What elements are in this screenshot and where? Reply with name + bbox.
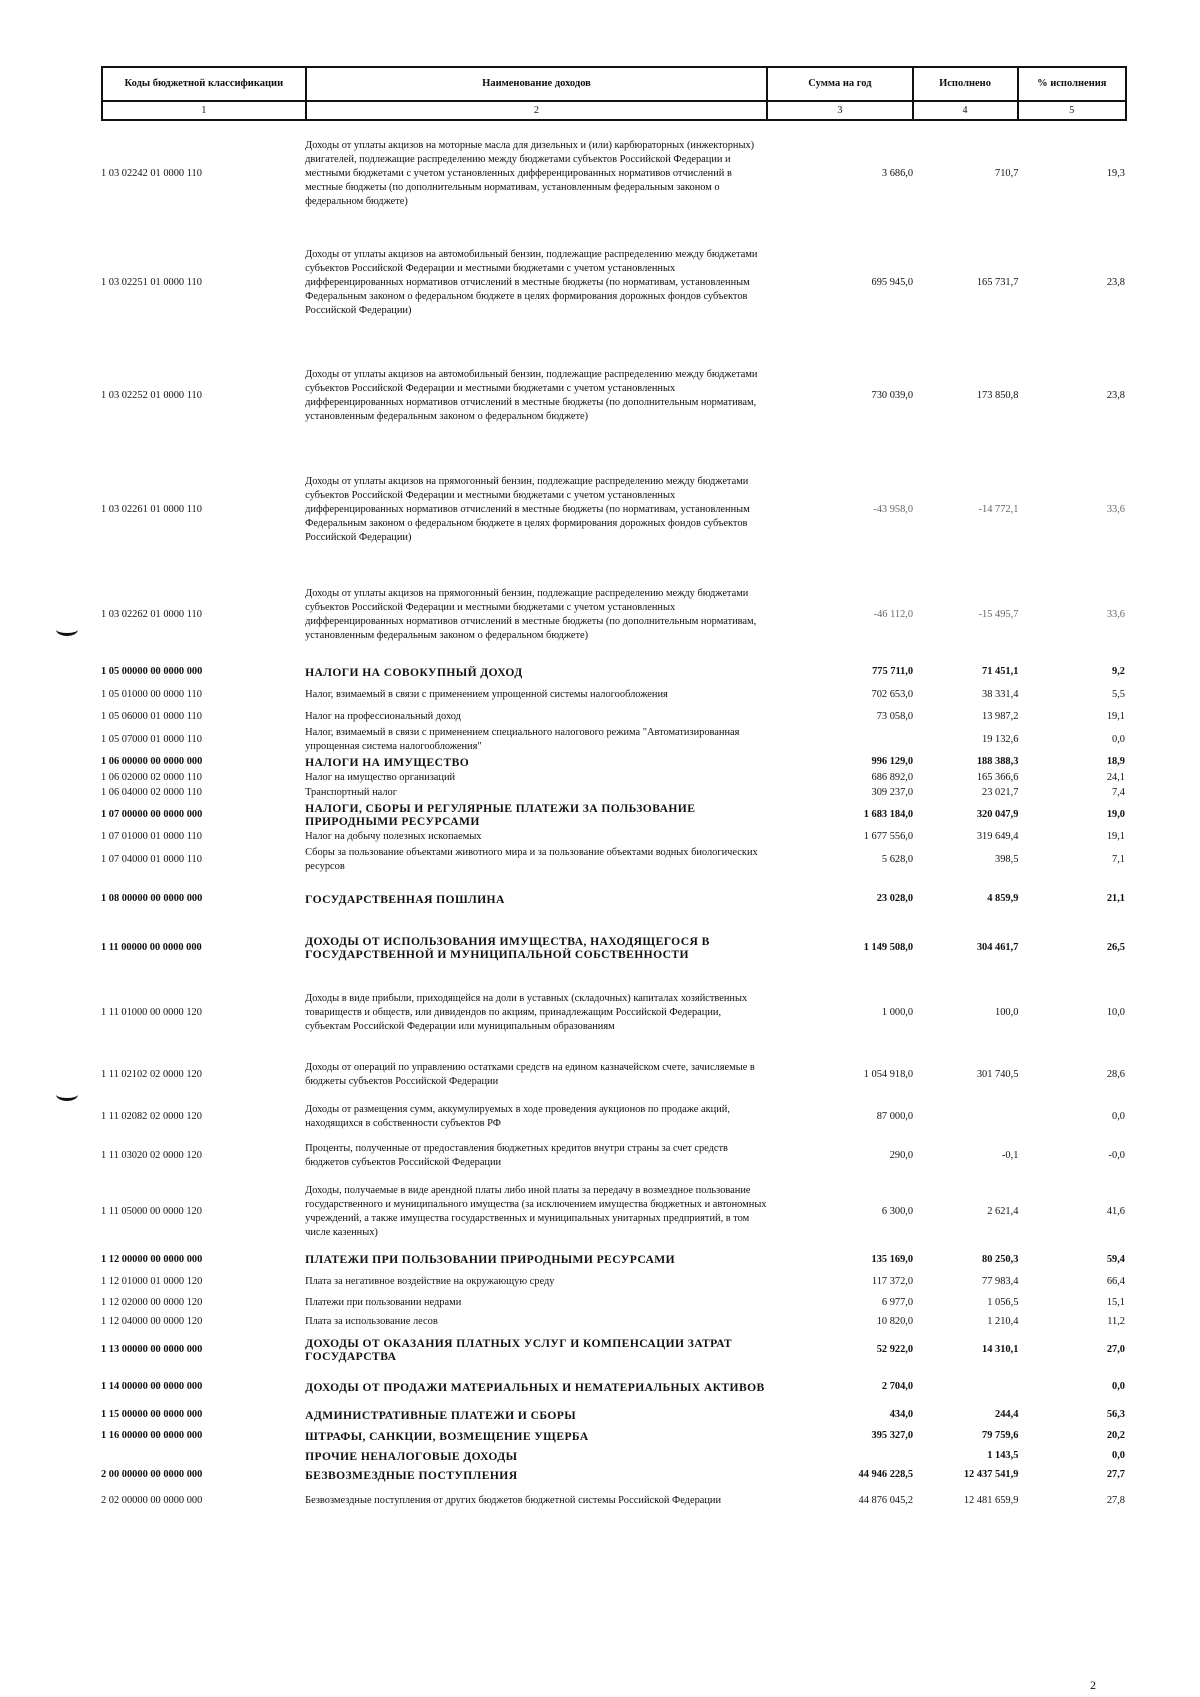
budget-code: 1 03 02242 01 0000 110 — [101, 168, 202, 179]
executed-amount: -0,1 — [1001, 1150, 1019, 1161]
annual-plan: 1 683 184,0 — [863, 808, 914, 820]
executed-amount: 1 056,5 — [987, 1297, 1019, 1308]
table-row — [101, 1425, 1127, 1447]
execution-percent: 5,5 — [1112, 688, 1125, 700]
execution-percent: 19,0 — [1106, 808, 1125, 820]
header-plan: Сумма на год — [767, 67, 912, 101]
table-row — [101, 1313, 1127, 1331]
revenue-name: Доходы, получаемые в виде арендной платы либо иной платы за передачу в возмездное пользование государственного и муниципального имущества (за исключением имущества бюджетных и автономных учреждений, а также имущества государственных и муниципальных унитарных предприятий, в том числе казенных) — [305, 1185, 767, 1238]
table-row — [101, 1465, 1127, 1485]
execution-percent: 59,4 — [1106, 1253, 1125, 1265]
execution-percent: 20,2 — [1106, 1430, 1125, 1441]
execution-percent: 18,9 — [1106, 756, 1125, 767]
revenue-name: Налог, взимаемый в связи с применением упрощенной системы налогообложения — [305, 688, 668, 700]
scan-mark — [56, 1088, 78, 1101]
table-row — [101, 770, 1127, 785]
header-num-2: 2 — [306, 101, 768, 120]
revenue-name: АДМИНИСТРАТИВНЫЕ ПЛАТЕЖИ И СБОРЫ — [305, 1408, 577, 1422]
table-header — [101, 66, 1127, 121]
annual-plan: -46 112,0 — [873, 609, 914, 620]
execution-percent: 33,6 — [1106, 504, 1125, 515]
execution-percent: 23,8 — [1106, 390, 1125, 401]
budget-code: 1 06 02000 02 0000 110 — [101, 771, 202, 783]
annual-plan: 1 000,0 — [881, 1006, 914, 1018]
execution-percent: 15,1 — [1106, 1297, 1125, 1308]
executed-amount: 165 366,6 — [976, 771, 1019, 783]
annual-plan: 434,0 — [889, 1409, 914, 1420]
table-row — [101, 453, 1127, 567]
table-row — [101, 663, 1127, 681]
executed-amount: 710,7 — [995, 168, 1019, 179]
table-row — [101, 1293, 1127, 1313]
budget-code: 1 14 00000 00 0000 000 — [101, 1381, 203, 1392]
table-row — [101, 1405, 1127, 1425]
annual-plan: 117 372,0 — [871, 1276, 914, 1287]
table-row — [101, 1097, 1127, 1136]
revenue-name: Доходы от уплаты акцизов на моторные масла для дизельных и (или) карбюраторных (инжекторных) двигателей, подлежащие распределению между бюджетами субъектов Российской Федерации и местными бюджетами с учетом установленных дифференцированных нормативов отчислений в местные бюджеты (по дополнительным нормативам, установленным федеральным законом о федеральном бюджете) — [305, 140, 755, 207]
budget-revenue-sheet — [101, 66, 1127, 1517]
annual-plan: -43 958,0 — [873, 504, 914, 515]
table-row — [101, 829, 1127, 845]
revenue-name: Налог на профессиональный доход — [305, 711, 461, 722]
annual-plan: 695 945,0 — [871, 277, 914, 288]
revenue-name: Безвозмездные поступления от других бюджетов бюджетной системы Российской Федерации — [305, 1495, 722, 1506]
table-row — [101, 1447, 1127, 1465]
revenue-name: ДОХОДЫ ОТ ОКАЗАНИЯ ПЛАТНЫХ УСЛУГ И КОМПЕНСАЦИИ ЗАТРАТ ГОСУДАРСТВА — [305, 1337, 733, 1363]
revenue-name: ГОСУДАРСТВЕННАЯ ПОШЛИНА — [305, 892, 505, 906]
annual-plan — [768, 726, 913, 754]
budget-code: 1 16 00000 00 0000 000 — [101, 1430, 203, 1441]
revenue-name: Доходы от размещения сумм, аккумулируемых в ходе проведения аукционов по продаже акций, находящихся в собственности субъектов РФ — [305, 1103, 730, 1129]
table-row — [101, 121, 1127, 227]
revenue-name: НАЛОГИ НА ИМУЩЕСТВО — [305, 755, 470, 769]
executed-amount: 100,0 — [995, 1006, 1019, 1018]
execution-percent: 27,8 — [1106, 1495, 1125, 1506]
executed-amount: 398,5 — [995, 854, 1019, 865]
budget-code — [101, 1447, 305, 1465]
annual-plan: 87 000,0 — [876, 1110, 914, 1122]
budget-code: 1 06 00000 00 0000 000 — [101, 756, 203, 767]
executed-amount: 188 388,3 — [976, 756, 1019, 767]
revenue-name: ПЛАТЕЖИ ПРИ ПОЛЬЗОВАНИИ ПРИРОДНЫМИ РЕСУРСАМИ — [305, 1253, 676, 1266]
execution-percent: 0,0 — [1112, 734, 1125, 745]
executed-amount: 19 132,6 — [982, 734, 1019, 745]
executed-amount: 77 983,4 — [982, 1276, 1019, 1287]
header-num-1: 1 — [102, 101, 306, 120]
budget-code: 1 11 02082 02 0000 120 — [101, 1110, 202, 1122]
revenue-name: Доходы от уплаты акцизов на автомобильный бензин, подлежащие распределению между бюджетами субъектов Российской Федерации и местными бюджетами с учетом установленных дифференцированных нормативов отчислений в местные бюджеты (по дополнительным нормативам, установленным федеральным законом о федеральном бюджете) — [305, 369, 758, 422]
table-row — [101, 1485, 1127, 1517]
executed-amount: 4 859,9 — [987, 893, 1019, 904]
revenue-name: БЕЗВОЗМЕЗДНЫЕ ПОСТУПЛЕНИЯ — [305, 1468, 518, 1482]
annual-plan: 1 054 918,0 — [863, 1069, 914, 1080]
annual-plan: 1 677 556,0 — [863, 831, 914, 842]
annual-plan: 702 653,0 — [871, 688, 914, 700]
header-num-3: 3 — [767, 101, 912, 120]
table-row — [101, 923, 1127, 972]
revenue-name: Транспортный налог — [305, 786, 398, 798]
annual-plan: 10 820,0 — [876, 1316, 914, 1327]
budget-code: 1 03 02251 01 0000 110 — [101, 277, 202, 288]
executed-amount: 71 451,1 — [982, 666, 1019, 677]
annual-plan: 6 300,0 — [881, 1206, 914, 1217]
annual-plan: 290,0 — [889, 1150, 914, 1161]
executed-amount: 301 740,5 — [976, 1069, 1019, 1080]
header-percent: % исполнения — [1018, 67, 1126, 101]
budget-code: 1 05 07000 01 0000 110 — [101, 734, 202, 745]
budget-code: 1 07 04000 01 0000 110 — [101, 854, 202, 865]
annual-plan: 996 129,0 — [871, 756, 914, 767]
revenue-name: Платежи при пользовании недрами — [305, 1297, 462, 1308]
revenue-name: Доходы в виде прибыли, приходящейся на доли в уставных (складочных) капиталах хозяйственных товариществ и обществ, или дивидендов по акциям, принадлежащим Российской Федерации, субъектам Российской Федерации или муниципальным образованиям — [305, 992, 748, 1032]
execution-percent: 28,6 — [1106, 1069, 1125, 1080]
table-row — [101, 1248, 1127, 1271]
budget-code: 1 08 00000 00 0000 000 — [101, 893, 203, 904]
execution-percent: 26,5 — [1106, 941, 1125, 953]
table-row — [101, 754, 1127, 770]
executed-amount: 38 331,4 — [982, 688, 1019, 700]
revenue-table — [101, 121, 1127, 1517]
executed-amount: 12 437 541,9 — [963, 1469, 1019, 1480]
annual-plan: 44 946 228,5 — [858, 1469, 914, 1480]
budget-code: 1 11 02102 02 0000 120 — [101, 1069, 202, 1080]
execution-percent: 21,1 — [1106, 893, 1125, 904]
header-num-5: 5 — [1018, 101, 1126, 120]
budget-code: 1 06 04000 02 0000 110 — [101, 786, 202, 798]
revenue-name: Доходы от уплаты акцизов на автомобильный бензин, подлежащие распределению между бюджетами субъектов Российской Федерации и местными бюджетами с учетом установленных дифференцированных нормативов отчислений в местные бюджеты (по нормативам, установленным Федеральным законом о федеральном бюджете в целях формирования дорожных фондов субъектов Российской Федерации) — [305, 249, 758, 316]
table-row — [101, 708, 1127, 726]
executed-amount: 80 250,3 — [982, 1253, 1019, 1265]
annual-plan: 6 977,0 — [881, 1297, 914, 1308]
revenue-name: Доходы от уплаты акцизов на прямогонный бензин, подлежащие распределению между бюджетами субъектов Российской Федерации и местными бюджетами с учетом установленных дифференцированных нормативов отчислений в местные бюджеты (по нормативам, установленным Федеральным законом о федеральном бюджете в целях формирования дорожных фондов субъектов Российской Федерации) — [305, 476, 750, 543]
executed-amount: -14 772,1 — [978, 504, 1019, 515]
execution-percent: 19,3 — [1106, 168, 1125, 179]
executed-amount: 304 461,7 — [976, 941, 1019, 953]
budget-code: 2 00 00000 00 0000 000 — [101, 1469, 203, 1480]
annual-plan: 686 892,0 — [871, 771, 914, 783]
revenue-name: Плата за негативное воздействие на окружающую среду — [305, 1276, 555, 1287]
executed-amount: 13 987,2 — [982, 711, 1019, 722]
execution-percent: 24,1 — [1106, 771, 1125, 783]
revenue-name: Доходы от уплаты акцизов на прямогонный бензин, подлежащие распределению между бюджетами субъектов Российской Федерации и местными бюджетами с учетом установленных дифференцированных нормативов отчислений в местные бюджеты (по дополнительным нормативам, установленным федеральным законом о федеральном бюджете) — [305, 588, 757, 641]
executed-amount: 165 731,7 — [976, 277, 1019, 288]
execution-percent: 66,4 — [1106, 1276, 1125, 1287]
executed-amount: 1 210,4 — [987, 1316, 1019, 1327]
budget-code: 1 03 02261 01 0000 110 — [101, 504, 202, 515]
table-row — [101, 726, 1127, 754]
revenue-name: ПРОЧИЕ НЕНАЛОГОВЫЕ ДОХОДЫ — [305, 1449, 518, 1463]
annual-plan: 23 028,0 — [876, 893, 914, 904]
execution-percent: 27,0 — [1106, 1344, 1125, 1355]
table-row — [101, 972, 1127, 1053]
budget-code: 1 03 02252 01 0000 110 — [101, 390, 202, 401]
execution-percent: 27,7 — [1106, 1469, 1125, 1480]
table-row — [101, 567, 1127, 663]
table-row — [101, 1053, 1127, 1097]
budget-code: 1 03 02262 01 0000 110 — [101, 609, 202, 620]
revenue-name: Сборы за пользование объектами животного мира и за пользование объектами водных биологических ресурсов — [305, 847, 758, 872]
executed-amount — [913, 1097, 1018, 1136]
annual-plan: 3 686,0 — [881, 168, 914, 179]
revenue-name: Доходы от операций по управлению остатками средств на едином казначейском счете, зачисляемые в бюджеты субъектов Российской Федерации — [305, 1062, 755, 1087]
budget-code: 1 13 00000 00 0000 000 — [101, 1344, 203, 1355]
annual-plan: 5 628,0 — [881, 854, 914, 865]
budget-code: 1 11 03020 02 0000 120 — [101, 1150, 202, 1161]
table-row — [101, 800, 1127, 829]
execution-percent: 0,0 — [1112, 1450, 1125, 1461]
annual-plan: 2 704,0 — [881, 1381, 914, 1392]
revenue-name: ШТРАФЫ, САНКЦИИ, ВОЗМЕЩЕНИЕ УЩЕРБА — [305, 1429, 589, 1443]
annual-plan: 730 039,0 — [871, 390, 914, 401]
annual-plan: 135 169,0 — [871, 1253, 914, 1265]
budget-code: 1 15 00000 00 0000 000 — [101, 1409, 203, 1420]
execution-percent: 11,2 — [1107, 1316, 1125, 1327]
table-row — [101, 227, 1127, 339]
budget-code: 2 02 00000 00 0000 000 — [101, 1495, 203, 1506]
header-codes: Коды бюджетной классификации — [102, 67, 306, 101]
budget-code: 1 11 01000 00 0000 120 — [101, 1006, 202, 1018]
budget-code: 1 07 01000 01 0000 110 — [101, 831, 202, 842]
budget-code: 1 12 01000 01 0000 120 — [101, 1276, 203, 1287]
execution-percent: 7,4 — [1112, 786, 1125, 798]
executed-amount: 173 850,8 — [976, 390, 1019, 401]
budget-code: 1 12 04000 00 0000 120 — [101, 1316, 203, 1327]
budget-code: 1 05 00000 00 0000 000 — [101, 666, 203, 677]
execution-percent: 10,0 — [1106, 1006, 1125, 1018]
revenue-name: ДОХОДЫ ОТ ПРОДАЖИ МАТЕРИАЛЬНЫХ И НЕМАТЕРИАЛЬНЫХ АКТИВОВ — [305, 1380, 765, 1394]
revenue-name: Проценты, полученные от предоставления бюджетных кредитов внутри страны за счет средств бюджетов субъектов Российской Федерации — [305, 1143, 728, 1168]
budget-code: 1 11 00000 00 0000 000 — [101, 941, 202, 953]
table-row — [101, 1369, 1127, 1405]
header-num-4: 4 — [913, 101, 1018, 120]
revenue-name: ДОХОДЫ ОТ ИСПОЛЬЗОВАНИЯ ИМУЩЕСТВА, НАХОДЯЩЕГОСЯ В ГОСУДАРСТВЕННОЙ И МУНИЦИПАЛЬНОЙ СОБСТВЕННОСТИ — [305, 934, 710, 961]
revenue-name: Плата за использование лесов — [305, 1316, 438, 1327]
execution-percent: 9,2 — [1112, 666, 1125, 677]
executed-amount: 2 621,4 — [987, 1206, 1019, 1217]
table-row — [101, 681, 1127, 708]
executed-amount: 23 021,7 — [982, 786, 1019, 798]
annual-plan: 309 237,0 — [871, 786, 914, 798]
table-row — [101, 339, 1127, 453]
execution-percent: 56,3 — [1106, 1409, 1125, 1420]
annual-plan — [768, 1447, 913, 1465]
executed-amount: 319 649,4 — [976, 831, 1019, 842]
executed-amount: 1 143,5 — [987, 1450, 1019, 1461]
executed-amount: 244,4 — [995, 1409, 1019, 1420]
scan-mark — [56, 623, 78, 636]
header-name: Наименование доходов — [306, 67, 768, 101]
execution-percent: 7,1 — [1112, 854, 1125, 865]
table-row — [101, 1271, 1127, 1293]
revenue-name: Налог на имущество организаций — [305, 771, 456, 783]
budget-code: 1 12 00000 00 0000 000 — [101, 1253, 203, 1265]
executed-amount — [913, 1369, 1018, 1405]
annual-plan: 52 922,0 — [876, 1344, 914, 1355]
budget-code: 1 05 06000 01 0000 110 — [101, 711, 202, 722]
annual-plan: 775 711,0 — [872, 666, 914, 677]
table-row — [101, 1176, 1127, 1248]
executed-amount: 79 759,6 — [982, 1430, 1019, 1441]
annual-plan: 395 327,0 — [871, 1430, 914, 1441]
table-row — [101, 875, 1127, 923]
executed-amount: 320 047,9 — [976, 808, 1019, 820]
executed-amount: -15 495,7 — [978, 609, 1019, 620]
table-row — [101, 845, 1127, 875]
execution-percent: 19,1 — [1106, 831, 1125, 842]
execution-percent: 23,8 — [1106, 277, 1125, 288]
executed-amount: 14 310,1 — [982, 1344, 1019, 1355]
table-row — [101, 785, 1127, 800]
execution-percent: -0,0 — [1108, 1150, 1125, 1161]
budget-code: 1 07 00000 00 0000 000 — [101, 808, 203, 820]
execution-percent: 19,1 — [1106, 711, 1125, 722]
execution-percent: 33,6 — [1106, 609, 1125, 620]
budget-code: 1 05 01000 00 0000 110 — [101, 688, 202, 700]
revenue-name: Налог на добычу полезных ископаемых — [305, 831, 482, 842]
executed-amount: 12 481 659,9 — [963, 1495, 1019, 1506]
execution-percent: 0,0 — [1112, 1381, 1125, 1392]
revenue-name: НАЛОГИ, СБОРЫ И РЕГУЛЯРНЫЕ ПЛАТЕЖИ ЗА ПОЛЬЗОВАНИЕ ПРИРОДНЫМИ РЕСУРСАМИ — [305, 801, 696, 828]
budget-code: 1 12 02000 00 0000 120 — [101, 1297, 203, 1308]
table-row — [101, 1331, 1127, 1369]
table-row — [101, 1136, 1127, 1176]
revenue-name: Налог, взимаемый в связи с применением специального налогового режима "Автоматизированная упрощенная система налогообложения" — [305, 727, 740, 752]
execution-percent: 41,6 — [1106, 1206, 1125, 1217]
annual-plan: 44 876 045,2 — [858, 1495, 914, 1506]
page-number: 2 — [1090, 1678, 1096, 1692]
header-done: Исполнено — [913, 67, 1018, 101]
budget-code: 1 11 05000 00 0000 120 — [101, 1206, 202, 1217]
revenue-name: НАЛОГИ НА СОВОКУПНЫЙ ДОХОД — [305, 665, 523, 679]
annual-plan: 1 149 508,0 — [863, 941, 914, 953]
annual-plan: 73 058,0 — [876, 711, 914, 722]
execution-percent: 0,0 — [1112, 1110, 1125, 1122]
